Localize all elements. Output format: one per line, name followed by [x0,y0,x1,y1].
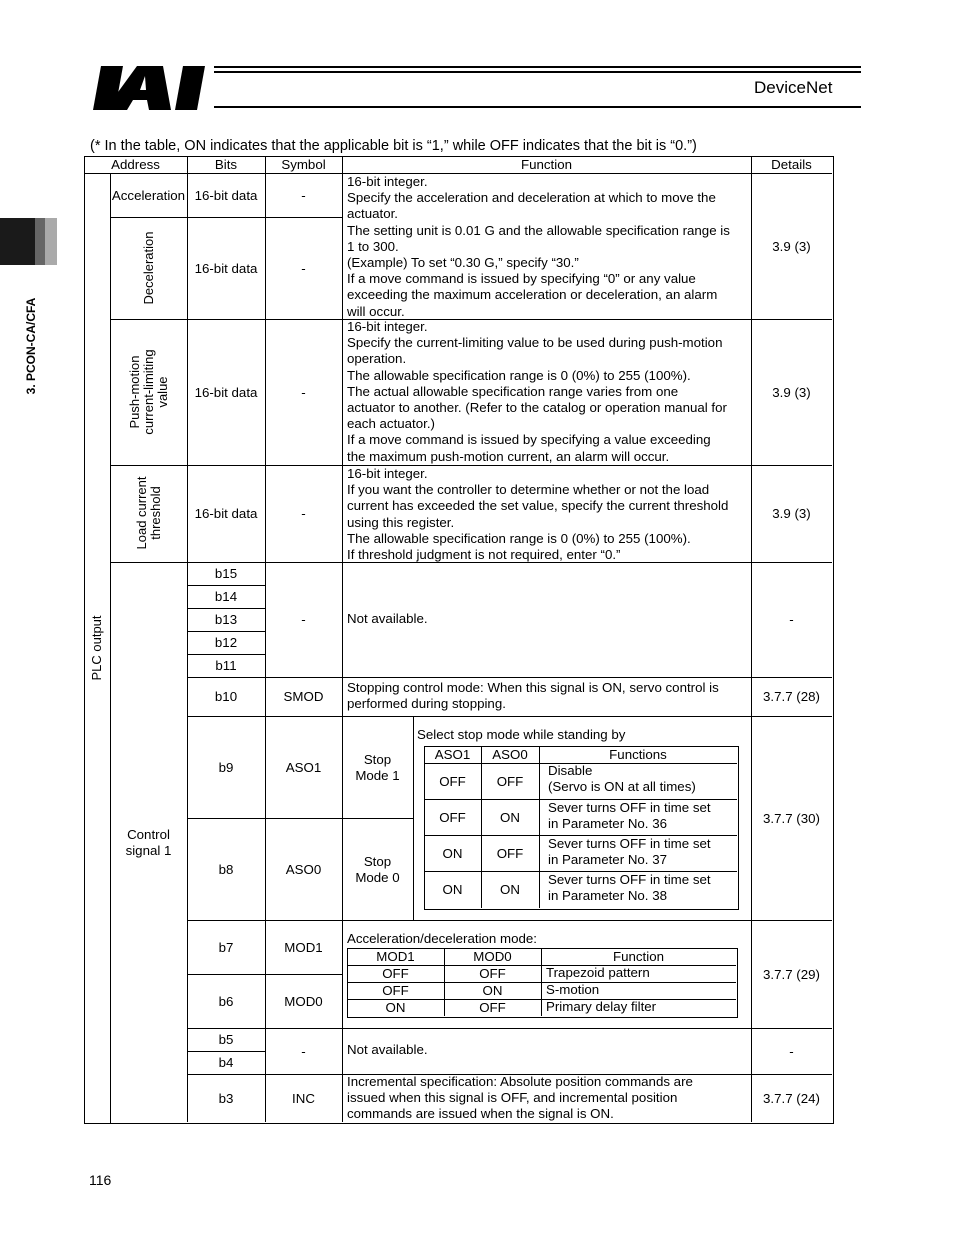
b3-function-text: Incremental specification: Absolute position commands are issued when this signal is OFF, and incremental position commands are issued when the signal is ON. [347,1074,693,1122]
col-address: Address [111,156,160,172]
load-bits: 16-bit data [194,506,258,521]
stop-function: Sever turns OFF in time set in Parameter No. 36 [548,800,711,832]
stop-cell: OFF [496,773,524,789]
stop-details: 3.7.7 (30) [763,810,820,826]
stop-cell: ON [500,809,520,825]
b3-details: 3.7.7 (24) [763,1090,820,1106]
col-details: Details [771,156,812,172]
na-mid-function: Not available. [347,1042,428,1057]
push-bits: 16-bit data [194,384,258,400]
stop-cell: OFF [439,809,466,825]
mod-caption: Acceleration/deceleration mode: [347,931,537,946]
bit-b5: b5 [218,1032,234,1047]
na-top-function: Not available. [347,611,428,626]
deceleration-bits: 16-bit data [194,260,258,276]
mod-function: Trapezoid pattern [546,965,650,980]
stop-cell: OFF [496,845,524,861]
iai-logo [93,66,211,112]
b10-function-text: Stopping control mode: When this signal is ON, servo control is performed during stopping. [347,680,719,712]
mod-function: Primary delay filter [546,999,657,1014]
col-function: Function [521,156,572,172]
inc-symbol: INC [292,1090,315,1106]
bit-b12: b12 [214,635,238,650]
b10-details: 3.7.7 (28) [763,689,820,704]
mod-cell: OFF [479,999,506,1015]
chapter-tab [0,218,57,265]
mod-cell: OFF [479,965,506,981]
load-symbol: - [301,506,306,521]
stop-mode-1: Stop Mode 1 [355,751,400,783]
bit-b14: b14 [214,589,238,604]
acceleration-symbol: - [301,187,306,203]
smod-symbol: SMOD [283,689,324,704]
bit-b9: b9 [218,759,234,775]
header-rule [214,66,861,68]
bit-b13: b13 [214,612,238,627]
load-details: 3.9 (3) [772,506,811,521]
stop-cell: OFF [439,773,466,789]
stop-mode-caption: Select stop mode while standing by [417,727,626,742]
push-symbol: - [301,384,306,400]
mod-hdr-mod0: MOD0 [473,948,512,964]
table-note: (* In the table, ON indicates that the applicable bit is “1,” while OFF indicates that the bit is “0.”) [90,138,697,154]
mod-hdr-mod1: MOD1 [376,948,415,964]
push-current-label: Push-motion current-limiting value [127,349,170,435]
push-details: 3.9 (3) [772,384,811,400]
na-top-details: - [789,612,794,627]
mod-cell: OFF [382,982,409,998]
na-top-symbol: - [301,612,306,627]
stop-hdr-aso1: ASO1 [434,746,471,762]
bit-b8: b8 [218,861,234,877]
mod-cell: ON [385,999,406,1015]
stop-function: Sever turns OFF in time set in Parameter No. 38 [548,872,711,904]
control-signal-label: Control signal 1 [125,826,172,858]
bit-b15: b15 [214,566,238,581]
chapter-label: 3. PCON-CA/CFA [24,297,38,395]
col-symbol: Symbol [281,156,326,172]
stop-hdr-functions: Functions [609,746,667,762]
stop-cell: ON [500,882,520,897]
bit-b6: b6 [218,993,234,1009]
mod-details: 3.7.7 (29) [763,966,820,982]
deceleration-symbol: - [301,260,306,276]
na-mid-details: - [789,1043,794,1059]
stop-function: Sever turns OFF in time set in Parameter No. 37 [548,836,711,868]
load-function-text: 16-bit integer. If you want the controller to determine whether or not the load current has exceeded the set value, specify the current threshold using this register. The allowable specification range is 0 (0%) to 255 (100%). If threshold judgment is not required, enter “0.” [347,466,729,563]
header-rule [214,71,861,73]
aso1-symbol: ASO1 [285,759,322,775]
acceleration-label: Acceleration [111,187,186,203]
bit-b10: b10 [214,689,238,704]
mod1-symbol: MOD1 [284,939,323,955]
stop-cell: ON [442,845,463,861]
load-threshold-label: Load current threshold [134,476,163,550]
na-mid-symbol: - [301,1043,306,1059]
page-number: 116 [89,1172,112,1188]
stop-hdr-aso0: ASO0 [492,746,528,762]
stop-mode-0: Stop Mode 0 [355,853,400,885]
stop-function: Disable (Servo is ON at all times) [548,763,696,795]
accel-function-text: 16-bit integer. Specify the acceleration and deceleration at which to move the actuator. The setting unit is 0.01 G and the allowable specification range is 1 to 300. (Example) To set “0.30 G,” specify “30.” If a move command is issued by specifying “0” or any value exceeding the maximum acceleration or deceleration, an alarm will occur. [347,174,730,319]
mod-function: S-motion [546,982,600,997]
acceleration-bits: 16-bit data [194,187,258,203]
stop-cell: ON [442,882,463,897]
bit-b4: b4 [218,1055,234,1070]
aso0-symbol: ASO0 [285,861,322,877]
header-rule [214,106,861,108]
accel-details: 3.9 (3) [772,238,811,254]
section-title: DeviceNet [754,78,833,97]
mod-cell: ON [482,982,503,998]
push-function-text: 16-bit integer. Specify the current-limiting value to be used during push-motion operation. The allowable specification range is 0 (0%) to 255 (100%). The actual allowable specification range varies from one actuator to another. (Refer to the catalog or operation manual for each actuator.) If a move command is issued by specifying a value exceeding the maximum push-motion current, an alarm will occur. [347,319,727,464]
mod0-symbol: MOD0 [284,993,323,1009]
bit-b3: b3 [218,1090,234,1106]
bit-b11: b11 [215,658,237,673]
mod-hdr-function: Function [613,948,664,964]
deceleration-label: Deceleration [141,231,156,305]
mod-cell: OFF [382,965,409,981]
col-bits: Bits [214,156,238,172]
bit-b7: b7 [218,939,234,955]
plc-output-label: PLC output [89,615,104,681]
